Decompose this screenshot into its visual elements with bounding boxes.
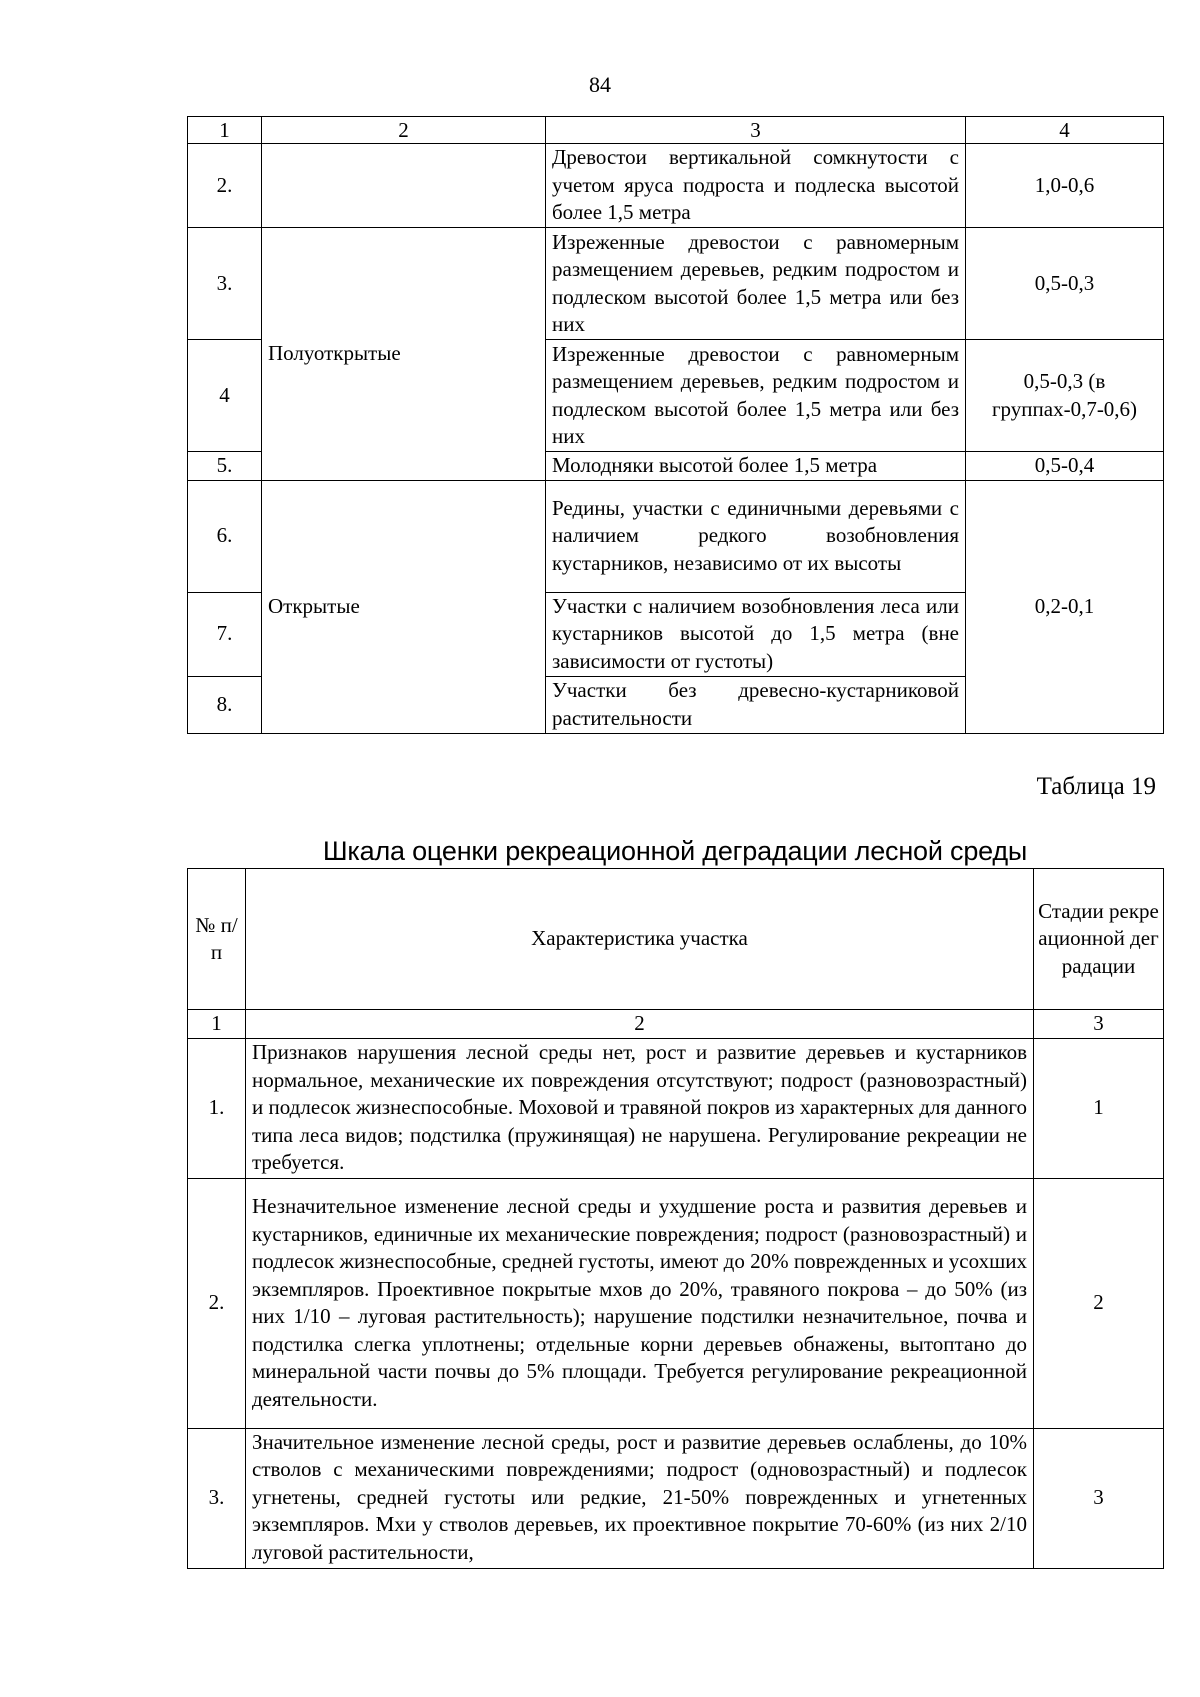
header-stage: Стадии рекреационной деградации: [1034, 869, 1164, 1010]
table-header-row: [188, 869, 1164, 1010]
row-value-open: 0,2-0,1: [966, 480, 1164, 733]
table-row: [188, 1178, 1164, 1428]
row-description: Значительное изменение лесной среды, рост и развитие деревьев ослаблены, до 10% стволов с механическими повреждениями; подрост (одновозрастный) и подлесок угнетены, средней густоты или редкие, 21-50% поврежденных и угнетенных экземпляров. Мхи у стволов деревьев, их проективное покрытие 70-60% (из них 2/10 луговой растительности,: [246, 1428, 1034, 1568]
row-value: 1,0-0,6: [966, 144, 1164, 228]
row-number: 4: [188, 340, 262, 452]
row-description: Незначительное изменение лесной среды и ухудшение роста и развития деревьев и кустарников, единичные их механические повреждения; подрост (разновозрастный) и подлесок жизнеспособные, средней густоты, имеют до 20% поврежденных и усохших экземпляров. Проективное покрытые мхов до 20%, травяного покрова – до 50% (из них 1/10 – луговая растительность); нарушение подстилки незначительное, почва и подстилка слегка уплотнены; отдельные корни деревьев обнажены, вытоптано до минеральной части почвы до 5% площади. Требуется регулирование рекреационной деятельности.: [246, 1178, 1034, 1428]
row-value: 0,5-0,3 (в группах-0,7-0,6): [966, 340, 1164, 452]
subheader-cell: 2: [246, 1010, 1034, 1039]
row-number: 5.: [188, 452, 262, 481]
table-header-row: [188, 117, 1164, 144]
row-stage: 3: [1034, 1428, 1164, 1568]
table-row: [188, 480, 1164, 592]
page-number: 84: [589, 72, 611, 97]
group-open: Открытые: [262, 480, 546, 733]
table-subheader-row: [188, 1010, 1164, 1039]
header-cell: 4: [966, 117, 1164, 144]
row-number: 2.: [188, 1178, 246, 1428]
table-row: [188, 144, 1164, 228]
group-cell-empty: [262, 144, 546, 228]
row-description: Участки без древесно-кустарниковой растительности: [546, 676, 966, 733]
row-value: 0,5-0,3: [966, 228, 1164, 340]
row-number: 2.: [188, 144, 262, 228]
row-description: Молодняки высотой более 1,5 метра: [546, 452, 966, 481]
row-number: 6.: [188, 480, 262, 592]
header-cell: 2: [262, 117, 546, 144]
header-num: № п/п: [188, 869, 246, 1010]
row-description: Изреженные древостои с равномерным размещением деревьев, редким подростом и подлеском высотой более 1,5 метра или без них: [546, 340, 966, 452]
header-cell: 3: [546, 117, 966, 144]
subheader-cell: 3: [1034, 1010, 1164, 1039]
table-row: [188, 228, 1164, 340]
group-semi-open: Полуоткрытые: [262, 228, 546, 481]
row-number: 7.: [188, 592, 262, 676]
table-label: Таблица 19: [1036, 773, 1156, 800]
table-title: Шкала оценки рекреационной деградации лесной среды: [322, 836, 1028, 866]
row-description: Участки с наличием возобновления леса или кустарников высотой до 1,5 метра (вне зависимости от густоты): [546, 592, 966, 676]
table-row: [188, 1038, 1164, 1178]
subheader-cell: 1: [188, 1010, 246, 1039]
header-description: Характеристика участка: [246, 869, 1034, 1010]
row-number: 3.: [188, 1428, 246, 1568]
row-description: Признаков нарушения лесной среды нет, рост и развитие деревьев и кустарников нормальное, механические их повреждения отсутствуют; подрост (разновозрастный) и подлесок жизнеспособные. Моховой и травяной покров из характерных для данного типа леса видов; подстилка (пружинящая) не нарушена. Регулирование рекреации не требуется.: [246, 1038, 1034, 1178]
table-row: [188, 1428, 1164, 1568]
row-stage: 1: [1034, 1038, 1164, 1178]
row-number: 1.: [188, 1038, 246, 1178]
table-continuation: [187, 116, 1164, 734]
row-description: Изреженные древостои с равномерным размещением деревьев, редким подростом и подлеском высотой более 1,5 метра или без них: [546, 228, 966, 340]
row-stage: 2: [1034, 1178, 1164, 1428]
row-description: Редины, участки с единичными деревьями с наличием редкого возобновления кустарников, независимо от их высоты: [546, 480, 966, 592]
row-number: 3.: [188, 228, 262, 340]
row-number: 8.: [188, 676, 262, 733]
row-value: 0,5-0,4: [966, 452, 1164, 481]
degradation-scale-table: [187, 868, 1164, 1569]
header-cell: 1: [188, 117, 262, 144]
row-description: Древостои вертикальной сомкнутости с учетом яруса подроста и подлеска высотой более 1,5 метра: [546, 144, 966, 228]
